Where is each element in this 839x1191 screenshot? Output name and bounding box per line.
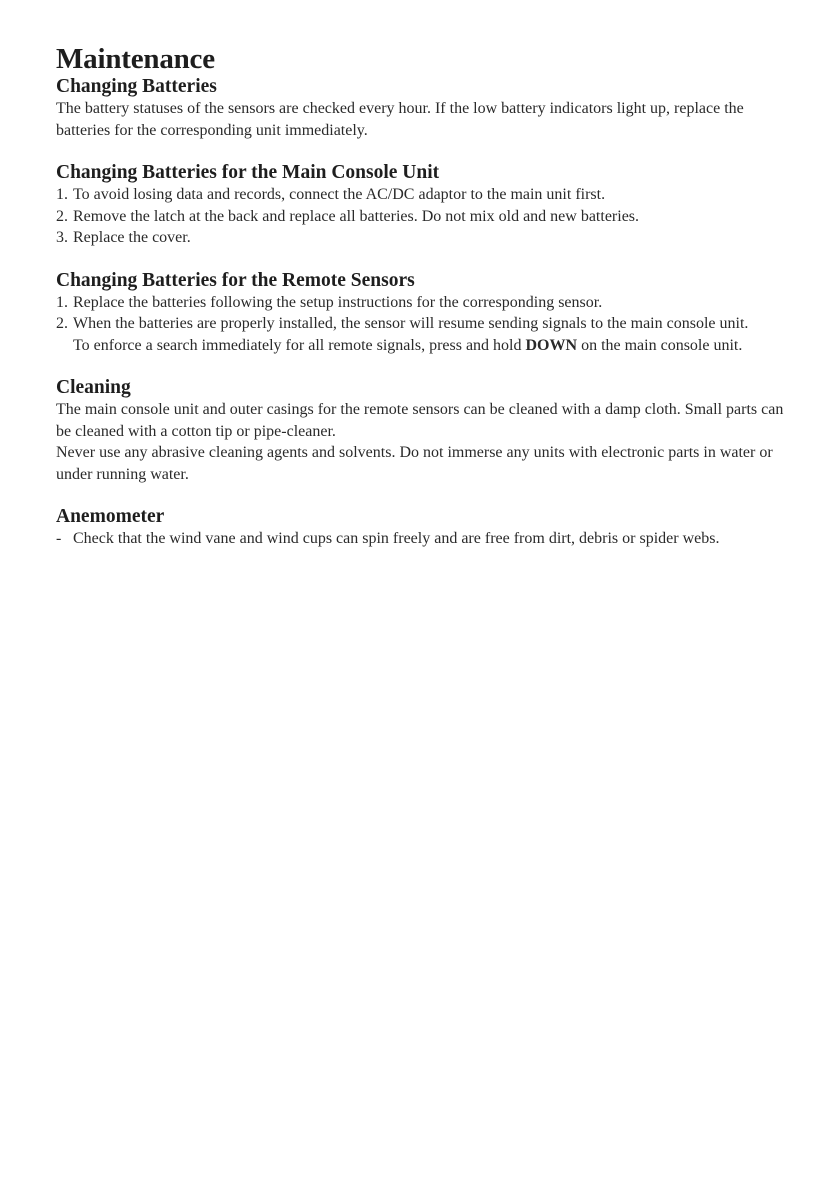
bullet-dash: - [56,530,62,547]
step-number: 2. [56,315,68,332]
cleaning-heading: Cleaning [56,377,131,398]
main-console-heading: Changing Batteries for the Main Console Unit [56,162,440,183]
remote-sensors-heading: Changing Batteries for the Remote Sensors [56,269,415,291]
main-console-section [56,162,786,249]
bullet-text: Check that the wind vane and wind cups can spin freely and are free from dirt, debris or spider webs. [73,530,720,547]
remote-sensors-note [56,335,786,357]
note-text-end: on the main console unit. [577,336,743,354]
remote-sensors-step-2 [56,313,786,335]
anemometer-bullet-item [56,528,786,550]
remote-sensors-step-1 [56,292,786,314]
cleaning-section [56,377,786,485]
step-text: To avoid losing data and records, connect the AC/DC adaptor to the main unit first. [73,186,606,203]
step-text: When the batteries are properly installed, the sensor will resume sending signals to the main console unit. [73,315,749,332]
main-console-step-1 [56,184,786,206]
main-console-step-3 [56,227,786,249]
step-number: 2. [56,207,68,225]
document-page [56,42,786,550]
step-number: 3. [56,229,68,246]
remote-sensors-section [56,270,786,357]
cleaning-paragraph-1: The main console unit and outer casings for the remote sensors can be cleaned with a damp cloth. Small parts can be cleaned with a cotton tip or pipe-cleaner. [56,401,784,440]
main-console-step-2 [56,206,786,228]
down-key-label: DOWN [525,336,578,354]
changing-batteries-heading: Changing Batteries [56,76,217,97]
anemometer-section [56,506,786,550]
cleaning-paragraph-2: Never use any abrasive cleaning agents and solvents. Do not immerse any units with electronic parts in water or under running water. [56,444,773,483]
note-text: To enforce a search immediately for all remote signals, press and hold [73,336,526,354]
step-number: 1. [56,186,68,203]
step-number: 1. [56,293,68,311]
page-title: Maintenance [56,43,215,75]
anemometer-heading: Anemometer [56,506,165,527]
changing-batteries-body: The battery statuses of the sensors are checked every hour. If the low battery indicators light up, replace the batteries for the corresponding unit immediately. [56,100,744,139]
step-text: Remove the latch at the back and replace all batteries. Do not mix old and new batteries. [73,207,640,225]
step-text: Replace the batteries following the setup instructions for the corresponding sensor. [73,293,603,311]
step-text: Replace the cover. [73,229,191,246]
changing-batteries-section [56,76,786,141]
